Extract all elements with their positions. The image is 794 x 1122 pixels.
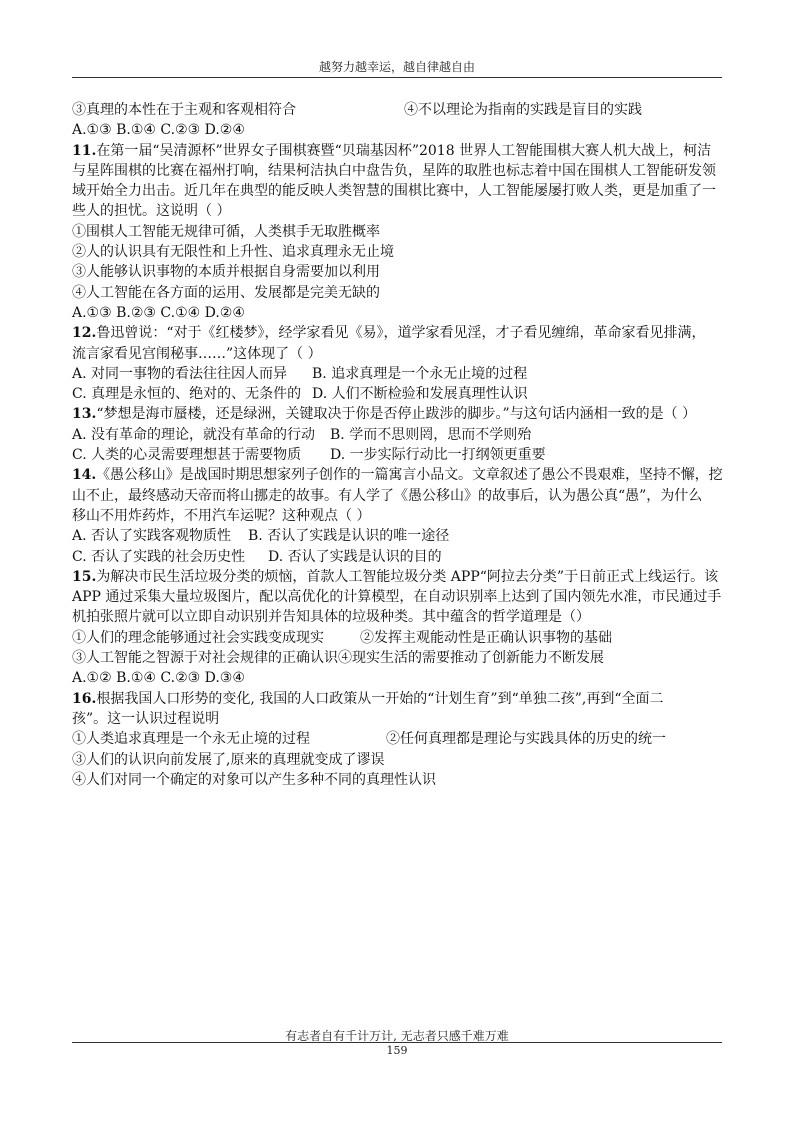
option-right: B. 学而不思则罔，思而不学则殆	[330, 426, 532, 443]
line-text: “梦想是海市蜃楼，还是绿洲，关键取决于你是否停止跋涉的脚步。”与这句话内涵相一致的是（ ）	[96, 406, 697, 423]
text-line	[72, 587, 722, 607]
option-right: B. 否认了实践是认识的唯一途径	[248, 528, 450, 545]
text-line	[72, 262, 722, 282]
line-text: 流言家看见宫闱秘事……”这体现了（ ）	[72, 345, 322, 362]
text-line	[72, 668, 722, 688]
line-text: 在第一届“吴清源杯”世界女子围棋赛暨“贝瑞基因杯”2018 世界人工智能围棋大赛人机大战上，柯洁	[96, 142, 712, 159]
line-text: A.①③ B.②③ C.①④ D.②④	[72, 304, 245, 321]
question-number: 11.	[72, 142, 97, 159]
option-left: ①人们的理念能够通过社会实践变成现实	[72, 629, 324, 646]
line-text: 为解决市民生活垃圾分类的烦恼，首款人工智能垃圾分类 APP“阿拉去分类”于日前正式上线运行。该	[96, 568, 719, 585]
question-number: 16.	[72, 690, 97, 707]
text-line	[72, 344, 722, 364]
text-line	[72, 506, 722, 526]
option-left: A. 否认了实践客观物质性	[72, 528, 232, 545]
text-line	[72, 283, 722, 303]
option-right: ②任何真理都是理论与实践具体的历史的统一	[386, 731, 666, 748]
line-text: 域开始全力出击。近几年在典型的能反映人类智慧的围棋比赛中，人工智能屡屡打败人类，更是加重了一	[72, 183, 716, 200]
question-number: 12.	[72, 325, 97, 342]
line-text: APP 通过采集大量垃圾图片，配以高优化的计算模型，在自动识别率上达到了国内领先水准，市民通过手	[72, 589, 722, 606]
text-line	[72, 486, 722, 506]
line-text: ①围棋人工智能无规律可循，人类棋手无取胜概率	[72, 223, 380, 240]
header-rule	[72, 77, 722, 78]
text-line	[72, 648, 722, 668]
option-right: D. 否认了实践是认识的目的	[268, 548, 442, 565]
page-footer-motto: 有志者自有千计万计, 无志者只感千难万难	[285, 1029, 509, 1043]
line-text: ④人们对同一个确定的对象可以产生多种不同的真理性认识	[72, 771, 436, 788]
option-right: ②发挥主观能动性是正确认识事物的基础	[360, 629, 612, 646]
text-line	[72, 222, 722, 242]
text-line	[72, 445, 722, 465]
option-right: D. 一步实际行动比一打纲领更重要	[330, 447, 546, 464]
option-left: C. 否认了实践的社会历史性	[72, 548, 246, 565]
line-text: 移山不用炸药炸，不用汽车运呢？这种观点（ ）	[72, 507, 371, 524]
line-text: 些人的担忧。这说明（ ）	[72, 203, 231, 220]
page-number: 159	[386, 1044, 408, 1057]
text-line	[72, 526, 722, 546]
text-line	[72, 709, 722, 729]
option-right: ④不以理论为指南的实践是盲目的实践	[404, 102, 642, 118]
text-line	[72, 161, 722, 181]
question-content	[72, 100, 722, 790]
text-line	[72, 425, 722, 445]
text-line	[72, 323, 722, 343]
text-line	[72, 689, 722, 709]
text-line	[72, 404, 722, 424]
option-left: C. 人类的心灵需要理想甚于需要物质	[72, 447, 302, 464]
text-line	[72, 120, 722, 140]
text-line	[72, 567, 722, 587]
line-text: A.①③ B.①④ C.②③ D.②④	[72, 122, 245, 139]
option-left: C. 真理是永恒的、绝对的、无条件的	[72, 386, 302, 403]
text-line	[72, 547, 722, 567]
line-text: A.①② B.①④ C.②③ D.③④	[72, 670, 245, 687]
footer-rule	[72, 1042, 722, 1043]
text-line	[72, 384, 722, 404]
question-number: 14.	[72, 467, 97, 484]
option-left: ①人类追求真理是一个永无止境的过程	[72, 731, 310, 748]
line-text: ②人的认识具有无限性和上升性、追求真理永无止境	[72, 244, 394, 261]
text-line	[72, 750, 722, 770]
option-left: ③真理的本性在于主观和客观相符合	[72, 102, 296, 118]
text-line	[72, 770, 722, 790]
text-line	[72, 141, 722, 161]
question-number: 15.	[72, 568, 97, 585]
text-line	[72, 201, 722, 221]
text-line	[72, 303, 722, 323]
text-line	[72, 364, 722, 384]
text-line	[72, 465, 722, 485]
text-line	[72, 729, 722, 749]
option-right: B. 追求真理是一个永无止境的过程	[312, 365, 528, 382]
option-left: A. 没有革命的理论，就没有革命的行动	[72, 426, 316, 443]
line-text: ④人工智能在各方面的运用、发展都是完美无缺的	[72, 284, 380, 301]
line-text: ③人们的认识向前发展了,原来的真理就变成了谬误	[72, 751, 385, 768]
line-text: ③人工智能之智源于对社会规律的正确认识④现实生活的需要推动了创新能力不断发展	[72, 650, 604, 667]
text-line	[72, 100, 722, 120]
line-text: 鲁迅曾说：“对于《红楼梦》，经学家看见《易》，道学家看见淫，才子看见缠绵，革命家看见排满，	[96, 325, 706, 342]
line-text: 根据我国人口形势的变化, 我国的人口政策从一开始的“计划生育”到“单独二孩”,再到“全面二	[96, 690, 664, 707]
line-text: 孩”。这一认识过程说明	[72, 710, 220, 727]
line-text: 山不止，最终感动天帝而将山挪走的故事。有人学了《愚公移山》的故事后，认为愚公真“愚”，为什么	[72, 487, 703, 504]
line-text: 机拍张照片就可以立即自动识别并告知具体的垃圾种类。其中蕴含的哲学道理是（）	[72, 609, 590, 626]
text-line	[72, 607, 722, 627]
text-line	[72, 181, 722, 201]
question-number: 13.	[72, 406, 97, 423]
line-text: ③人能够认识事物的本质并根据自身需要加以利用	[72, 264, 380, 281]
text-line	[72, 628, 722, 648]
text-line	[72, 242, 722, 262]
line-text: 《愚公移山》是战国时期思想家列子创作的一篇寓言小品文。文章叙述了愚公不畏艰难，坚持不懈，挖	[96, 467, 723, 484]
option-left: A. 对同一事物的看法往往因人而异	[72, 365, 288, 382]
page-header-motto: 越努力越幸运，越自律越自由	[318, 60, 475, 74]
option-right: D. 人们不断检验和发展真理性认识	[312, 386, 528, 403]
line-text: 与星阵围棋的比赛在福州打响，结果柯洁执白中盘告负，星阵的取胜也标志着中国在围棋人工智能研发领	[72, 162, 716, 179]
